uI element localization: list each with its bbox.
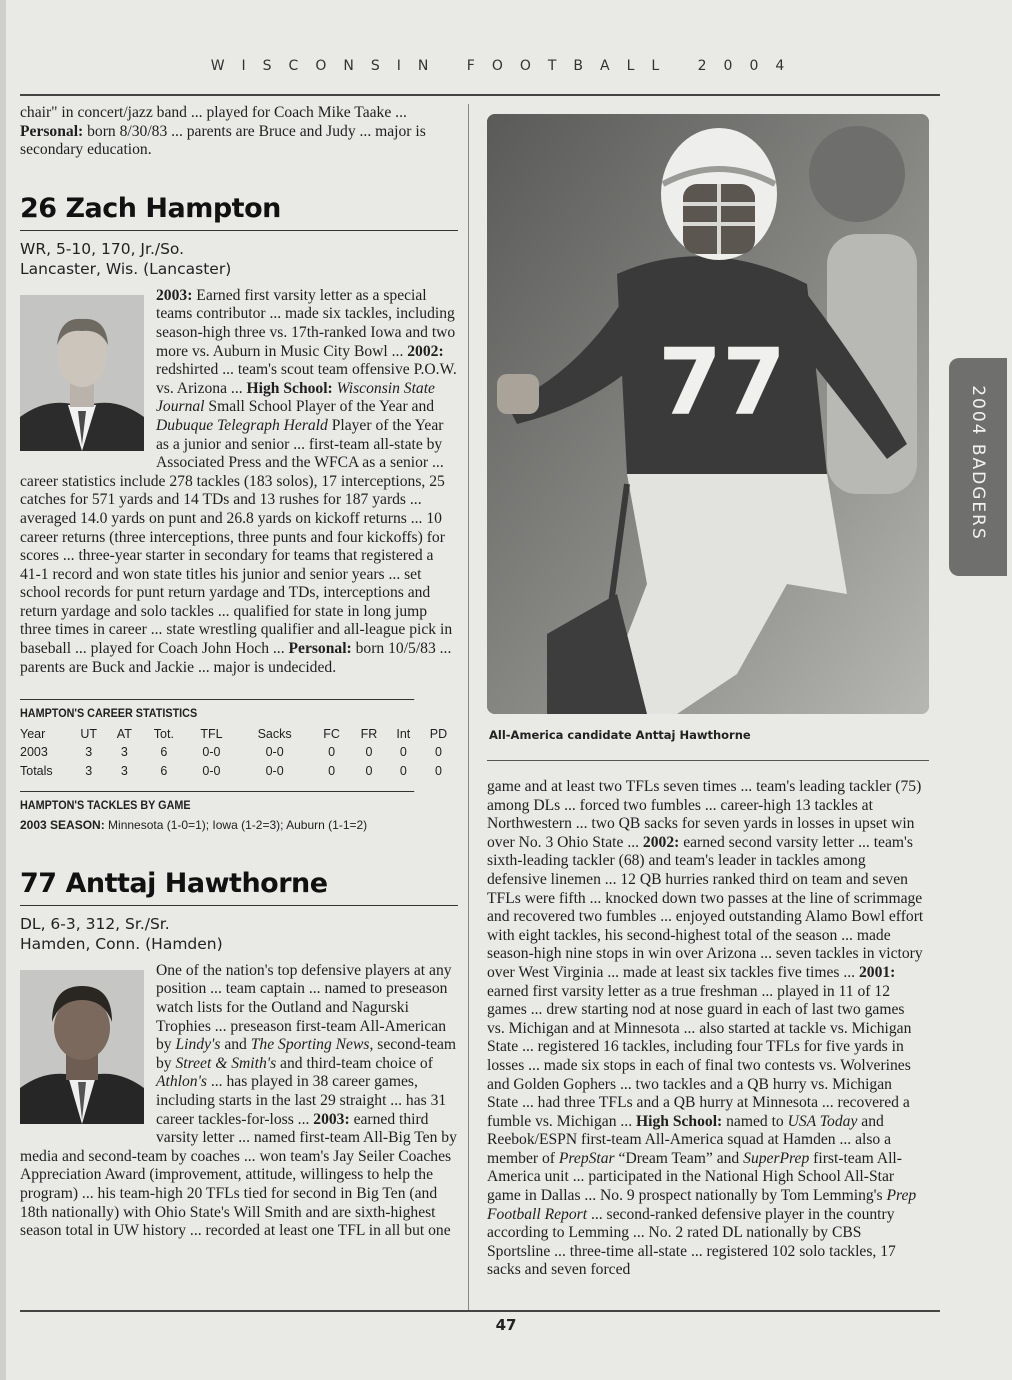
column-divider bbox=[468, 104, 469, 1310]
column-header: TFL bbox=[200, 726, 223, 741]
table-cell: 0-0 bbox=[265, 745, 284, 760]
table-row bbox=[20, 762, 458, 781]
table-cell: 3 bbox=[85, 764, 93, 779]
action-photo bbox=[487, 114, 929, 714]
section-tab-label: 2004 BADGERS bbox=[968, 385, 988, 541]
column-header: Tot. bbox=[153, 726, 174, 741]
text-2002: earned second varsity letter ... team's sixth-leading tackler (68) and team's leader in tackles among defensive linemen ... 12 QB hurries ranked third on team and seven TFLs were fifth ... knocked down two passes at the line of scrimmage and recovered two fumbles ... enjoyed outstanding Alamo Bowl effort with eight tackles, his second-highest total of the season ... made season-high nine stops in win over Arizona ... seven tackles in victory over West Virginia ... made at least six tackles five times ... bbox=[487, 833, 924, 981]
caption-rule bbox=[487, 760, 929, 761]
hawthorne-bio bbox=[20, 962, 458, 1241]
text-2002: redshirted ... team's scout team offensive P.O.W. vs. Arizona ... bbox=[156, 361, 457, 397]
table-cell: 0-0 bbox=[265, 764, 284, 779]
career-stats-title: HAMPTON'S CAREER STATISTICS bbox=[20, 699, 414, 723]
continued-paragraph bbox=[20, 104, 458, 160]
table-cell: 0 bbox=[434, 764, 442, 779]
publication-3: Street & Smith's bbox=[175, 1054, 277, 1072]
table-cell: 0-0 bbox=[202, 745, 221, 760]
table-cell: 0 bbox=[399, 764, 407, 779]
table-cell: 6 bbox=[160, 764, 168, 779]
label-2003: 2003: bbox=[313, 1110, 350, 1128]
personal-label: Personal: bbox=[20, 122, 84, 140]
text-2003: earned third varsity letter ... named first-team All-Big Ten by media and second-team by coaches ... won team's Jay Seiler Coaches Appreciation Award (improvement, attitude, willingess to help the program) ... his team-high 20 TFLs tied for second in Big Ten (and 18th nationally) with Ohio State's Will Smith and are sixth-highest season total in UW history ... recorded at least one TFL in all but one bbox=[20, 1110, 457, 1240]
right-column bbox=[487, 778, 925, 1280]
tackles-by-game bbox=[20, 791, 458, 835]
table-cell: 3 bbox=[120, 764, 128, 779]
label-2002: 2002: bbox=[407, 342, 444, 360]
publication-6: PrepStar bbox=[558, 1149, 615, 1167]
text-and: and bbox=[220, 1036, 251, 1054]
name-rule bbox=[20, 905, 458, 906]
text-hs-2: Player of the Year as a junior and senior ... first-team all-state by Associated Press and the WFCA as a senior ... career statistics include 278 tackles (183 solos), 17 interceptions, 25 catches for 571 yards and 14 TDs and 13 rushes for 187 yards ... averaged 14.0 yards on punt and 26.8 yards on kickoff returns ... 10 career returns (three interceptions, three punts and four kickoffs) for scores ... three-year starter in secondary for teams that registered a 41-1 record and won state titles his junior and senior years ... set school records for punt return yardage and TDs, interceptions and return yardage and solo tackles ... qualified for state in long jump three times in career ... state wrestling qualifier and all-league pick in baseball ... played for Coach John Hoch ... bbox=[20, 416, 453, 658]
table-cell: 3 bbox=[120, 745, 128, 760]
column-header: UT bbox=[80, 726, 98, 741]
column-header: Int bbox=[396, 726, 411, 741]
publication-1: Lindy's bbox=[175, 1036, 221, 1054]
name-rule bbox=[20, 230, 458, 231]
publication-2: Dubuque Telegraph Herald bbox=[156, 416, 328, 434]
career-stats bbox=[20, 699, 458, 780]
player-name-hawthorne: 77 Anttaj Hawthorne bbox=[20, 867, 328, 899]
text-hs-1: named to bbox=[722, 1112, 788, 1130]
text-hs-1: Small School Player of the Year and bbox=[204, 398, 435, 416]
publication-7: SuperPrep bbox=[743, 1149, 810, 1167]
column-header: AT bbox=[116, 726, 132, 741]
text-intro: One of the nation's top defensive players at any position ... team captain ... named to preseason watch lists for the Outland and Nagurski Trophies ... preseason first-team All-American by bbox=[156, 961, 452, 1054]
text-hs-3: “Dream Team” and bbox=[614, 1149, 744, 1167]
table-cell: 0 bbox=[328, 764, 336, 779]
table-row bbox=[20, 743, 458, 762]
header-rule bbox=[20, 94, 940, 96]
page-number: 47 bbox=[495, 1316, 517, 1334]
player-name-hampton: 26 Zach Hampton bbox=[20, 192, 281, 224]
text-career: ... has played in 38 career games, including starts in the last 29 straight ... has 31 career tackles-for-loss ... bbox=[156, 1073, 447, 1128]
text-hs-4: first-team All-America unit ... participated in the National High School All-Star game in Dallas ... No. 9 prospect nationally by Tom Lemming's bbox=[487, 1149, 902, 1205]
publication-2: The Sporting News bbox=[250, 1036, 370, 1054]
text-personal: born 10/5/83 ... parents are Buck and Jackie ... major is undecided. bbox=[20, 640, 452, 676]
season-text: Minnesota (1-0=1); Iowa (1-2=3); Auburn (1-1=2) bbox=[104, 818, 368, 833]
section-tab bbox=[949, 358, 1007, 576]
table-cell: 0 bbox=[328, 745, 336, 760]
column-header: FC bbox=[323, 726, 340, 741]
label-personal: Personal: bbox=[288, 640, 352, 658]
personal-text: born 8/30/83 ... parents are Bruce and Judy ... major is secondary education. bbox=[20, 122, 426, 159]
text-second-team: , second-team by bbox=[156, 1036, 457, 1072]
publication-8: Prep Football Report bbox=[487, 1187, 917, 1223]
position-line: WR, 5-10, 170, Jr./So. bbox=[20, 239, 185, 258]
label-high-school: High School: bbox=[636, 1112, 723, 1130]
label-2002: 2002: bbox=[642, 833, 680, 851]
text-hs-2: and Reebok/ESPN first-team All-America squad at Hamden ... also a member of bbox=[487, 1112, 892, 1167]
publication-4: Athlon's bbox=[156, 1073, 207, 1091]
footer-rule bbox=[20, 1310, 940, 1312]
table-cell: Totals bbox=[20, 764, 53, 779]
table-cell: 2003 bbox=[20, 745, 48, 760]
tackles-by-game-line bbox=[20, 816, 458, 835]
hampton-headshot bbox=[20, 295, 144, 451]
table-cell: 0 bbox=[365, 745, 373, 760]
table-cell: 0-0 bbox=[202, 764, 221, 779]
hometown-line: Lancaster, Wis. (Lancaster) bbox=[20, 259, 232, 278]
running-head: WISCONSIN FOOTBALL 2004 bbox=[210, 58, 802, 74]
hometown-line: Hamden, Conn. (Hamden) bbox=[20, 934, 223, 953]
action-photo-image bbox=[487, 114, 929, 714]
publication-5: USA Today bbox=[787, 1112, 858, 1130]
position-line: DL, 6-3, 312, Sr./Sr. bbox=[20, 914, 170, 933]
continued-text: chair" in concert/jazz band ... played for Coach Mike Taake ... bbox=[20, 104, 407, 121]
table-cell: 0 bbox=[365, 764, 373, 779]
table-cell: 3 bbox=[85, 745, 93, 760]
text-2001: earned first varsity letter as a true freshman ... played in 11 of 12 games ... drew starting nod at nose guard in each of last two games vs. Michigan and at Minnesota ... also started at tackle vs. Michigan State ... registered 16 tackles, including four TFLs for five yards in losses ... made six stops in each of final two contests vs. Wolverines and Golden Gophers ... two tackles and a QB hurry vs. Michigan State ... had three TFLs and a QB hurry at Minnesota ... recovered a fumble vs. Michigan ... bbox=[487, 982, 912, 1130]
table-cell: 6 bbox=[160, 745, 168, 760]
career-stats-table bbox=[20, 725, 458, 781]
text-hs-5: ... second-ranked defensive player in the country according to Lemming ... No. 2 rated DL nationally by CBS Sportsline ... three-time all-state ... registered 102 solo tackles, 17 sacks and seven forced bbox=[487, 1205, 896, 1279]
left-column bbox=[20, 104, 458, 1241]
jersey-number: 77 bbox=[657, 329, 787, 436]
publication-1: Wisconsin State Journal bbox=[156, 379, 435, 416]
headshot-image bbox=[20, 970, 144, 1124]
table-cell: 0 bbox=[434, 745, 442, 760]
table-header-row bbox=[20, 725, 458, 744]
hawthorne-headshot bbox=[20, 970, 144, 1124]
page-edge bbox=[0, 0, 6, 1380]
column-header: PD bbox=[429, 726, 448, 741]
column-header: FR bbox=[360, 726, 378, 741]
hawthorne-bio-continued bbox=[487, 778, 925, 1280]
text-third-team: and third-team choice of bbox=[276, 1054, 433, 1072]
season-label: 2003 SEASON: bbox=[20, 818, 105, 833]
table-cell: 0 bbox=[399, 745, 407, 760]
photo-caption: All-America candidate Anttaj Hawthorne bbox=[489, 728, 751, 742]
hampton-bio bbox=[20, 287, 458, 677]
label-2003: 2003: bbox=[156, 286, 193, 304]
label-high-school: High School: bbox=[246, 379, 333, 397]
tackles-by-game-title: HAMPTON'S TACKLES BY GAME bbox=[20, 791, 414, 815]
headshot-image bbox=[20, 295, 144, 451]
column-header: Year bbox=[20, 726, 46, 741]
label-2001: 2001: bbox=[858, 963, 896, 981]
text-2003-cont: game and at least two TFLs seven times ... team's leading tackler (75) among DLs ... forced two fumbles ... career-high 13 tackles at Northwestern ... two QB sacks for seven yards in losses in upset win over No. 3 Ohio State ... bbox=[487, 778, 922, 851]
column-header: Sacks bbox=[257, 726, 292, 741]
text-2003: Earned first varsity letter as a special teams contributor ... made six tackles, including season-high three vs. 17th-ranked Iowa and two more vs. Auburn in Music City Bowl ... bbox=[156, 286, 456, 360]
